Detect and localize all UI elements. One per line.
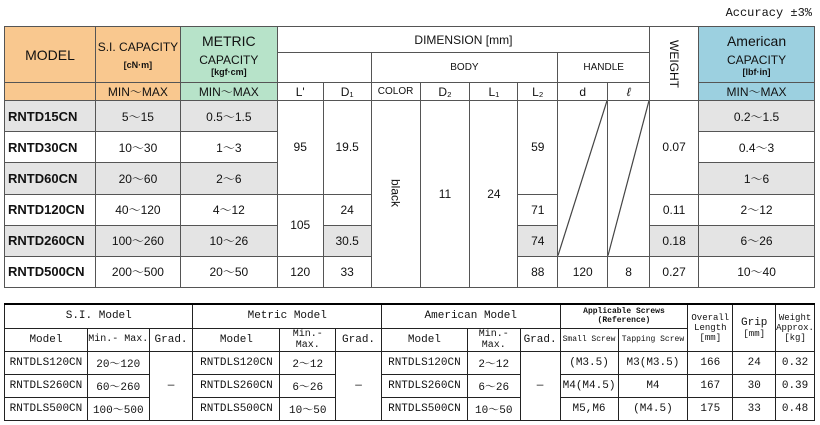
grip-cell: 24 <box>733 351 776 374</box>
header-grip <box>733 304 776 351</box>
header-weight <box>650 27 699 101</box>
color-cell <box>371 101 420 288</box>
si-range-cell: 100～260 <box>95 225 180 256</box>
american-model-cell: RNTDLS500CN <box>381 397 467 420</box>
small-screw-cell: M4(M4.5) <box>560 374 618 397</box>
header-metric-model: Metric Model <box>193 304 381 328</box>
l-prime-cell: 120 <box>277 256 323 287</box>
header-american-grad: Grad. <box>520 328 560 351</box>
overall-length-cell: 167 <box>688 374 733 397</box>
overall-length-cell: 175 <box>688 397 733 420</box>
header-l-prime: L' <box>277 83 323 101</box>
si-model-cell: RNTDLS500CN <box>5 397 88 420</box>
header-metric-title: METRIC <box>201 32 256 49</box>
header-grip-label: Grip <box>741 316 768 329</box>
header-si-unit: [cN·m] <box>123 59 153 70</box>
model-cell: RNTD500CN <box>5 256 96 287</box>
si-grad-cell: — <box>149 351 193 420</box>
american-grad-cell: — <box>520 351 560 420</box>
header-si-grad: Grad. <box>149 328 193 351</box>
header-grip-unit: [mm] <box>743 328 765 339</box>
model-cell: RNTD60CN <box>5 163 96 194</box>
metric-range-cell: 4～12 <box>180 194 277 225</box>
weight-cell: 0.18 <box>650 225 699 256</box>
si-range-cell: 60～260 <box>87 374 149 397</box>
si-range-cell: 20～60 <box>95 163 180 194</box>
d1-cell: 33 <box>323 256 371 287</box>
diagonal-slash-icon <box>608 101 649 256</box>
header-dim-spacer <box>277 53 371 83</box>
header-model: MODEL <box>5 27 96 83</box>
header-d1: D₁ <box>323 83 371 101</box>
weight-cell: 0.07 <box>650 101 699 194</box>
american-range-cell: 6～26 <box>467 374 520 397</box>
l2-cell: 74 <box>518 225 558 256</box>
tapping-screw-cell: (M4.5) <box>618 397 688 420</box>
model-cell: RNTD15CN <box>5 101 96 132</box>
table-row <box>5 374 815 397</box>
header-metric-minmax: MIN～MAX <box>180 83 277 101</box>
header-si-minmax: Min.- Max. <box>87 328 149 351</box>
american-range-cell: 0.2～1.5 <box>699 101 815 132</box>
american-range-cell: 0.4～3 <box>699 132 815 163</box>
header-american-unit: [lbf·in] <box>742 66 771 77</box>
header-metric-model-col: Model <box>193 328 280 351</box>
header-american-minmax: MIN～MAX <box>699 83 815 101</box>
accuracy-note: Accuracy ±3% <box>725 6 812 20</box>
header-overall-line2: Length <box>694 322 727 333</box>
american-model-cell: RNTDLS260CN <box>381 374 467 397</box>
si-range-cell: 20～120 <box>87 351 149 374</box>
diagonal-slash-icon <box>558 101 607 256</box>
handle-ell-cell: 8 <box>608 256 650 287</box>
header-ell: ℓ <box>608 83 650 101</box>
header-si-capacity-title: S.I. CAPACITY <box>97 39 179 54</box>
d2-cell: 11 <box>420 101 470 288</box>
header-color: COLOR <box>371 83 420 101</box>
header-weight-line2: Approx. <box>776 322 814 333</box>
table-row <box>5 351 815 374</box>
header-overall-unit: [mm] <box>699 332 722 343</box>
small-screw-cell: (M3.5) <box>560 351 618 374</box>
l2-cell: 88 <box>518 256 558 287</box>
header-si-model: S.I. Model <box>5 304 193 328</box>
american-range-cell: 10～50 <box>467 397 520 420</box>
model-cell: RNTD120CN <box>5 194 96 225</box>
header-dimension: DIMENSION [mm] <box>277 27 649 53</box>
header-overall-line1: Overall <box>691 312 730 323</box>
metric-range-cell: 2～12 <box>280 351 336 374</box>
header-american-model-col: Model <box>381 328 467 351</box>
header-screws-ref: (Reference) <box>597 316 651 326</box>
header-d: d <box>558 83 608 101</box>
header-si-minmax: MIN～MAX <box>95 83 180 101</box>
weight-cell: 0.32 <box>776 351 815 374</box>
metric-grad-cell: — <box>336 351 382 420</box>
metric-range-cell: 2～6 <box>180 163 277 194</box>
header-american-minmax: Min.- Max. <box>467 328 520 351</box>
header-metric-capacity-label: CAPACITY <box>199 52 259 67</box>
header-metric-grad: Grad. <box>336 328 382 351</box>
header-american-title: American <box>726 32 787 49</box>
si-range-cell: 200～500 <box>95 256 180 287</box>
metric-model-cell: RNTDLS260CN <box>193 374 280 397</box>
overall-length-cell: 166 <box>688 351 733 374</box>
l-prime-cell: 105 <box>277 194 323 256</box>
l1-cell: 24 <box>470 101 518 288</box>
header-screws-title: Applicable Screws <box>583 307 665 317</box>
d1-cell: 30.5 <box>323 225 371 256</box>
tapping-screw-cell: M4 <box>618 374 688 397</box>
si-model-cell: RNTDLS120CN <box>5 351 88 374</box>
header-overall-length <box>688 304 733 351</box>
header-american-model: American Model <box>381 304 560 328</box>
si-range-cell: 100～500 <box>87 397 149 420</box>
metric-range-cell: 6～26 <box>280 374 336 397</box>
header-metric-capacity <box>180 27 277 83</box>
handle-d-na-cell <box>558 101 608 257</box>
model-cell: RNTD260CN <box>5 225 96 256</box>
header-metric-minmax: Min.- Max. <box>280 328 336 351</box>
d1-cell: 19.5 <box>323 101 371 194</box>
si-range-cell: 5～15 <box>95 101 180 132</box>
handle-d-cell: 120 <box>558 256 608 287</box>
header-weight-line1: Weight <box>778 312 812 323</box>
color-value: black <box>388 178 403 207</box>
header-d2: D₂ <box>420 83 470 101</box>
l2-cell: 71 <box>518 194 558 225</box>
header-metric-unit: [kgf·cm] <box>211 66 247 77</box>
header-american-capacity-label: CAPACITY <box>726 52 787 67</box>
weight-cell: 0.11 <box>650 194 699 225</box>
metric-range-cell: 0.5～1.5 <box>180 101 277 132</box>
header-handle: HANDLE <box>558 53 650 83</box>
l-prime-cell: 95 <box>277 101 323 194</box>
handle-ell-na-cell <box>608 101 650 257</box>
american-range-cell: 1～6 <box>699 163 815 194</box>
weight-cell: 0.48 <box>776 397 815 420</box>
metric-range-cell: 20～50 <box>180 256 277 287</box>
header-weight-unit: [kg] <box>784 332 806 343</box>
d1-cell: 24 <box>323 194 371 225</box>
grip-cell: 30 <box>733 374 776 397</box>
grip-cell: 33 <box>733 397 776 420</box>
metric-range-cell: 10～26 <box>180 225 277 256</box>
metric-model-cell: RNTDLS120CN <box>193 351 280 374</box>
american-range-cell: 2～12 <box>699 194 815 225</box>
header-si-model-col: Model <box>5 328 88 351</box>
header-l2: L₂ <box>518 83 558 101</box>
weight-cell: 0.27 <box>650 256 699 287</box>
header-american-capacity <box>699 27 815 83</box>
torque-spec-table <box>4 26 815 288</box>
metric-range-cell: 1～3 <box>180 132 277 163</box>
table-row <box>5 397 815 420</box>
header-body: BODY <box>371 53 558 83</box>
american-model-cell: RNTDLS120CN <box>381 351 467 374</box>
american-range-cell: 6～26 <box>699 225 815 256</box>
si-range-cell: 40～120 <box>95 194 180 225</box>
header-small-screw: Small Screw <box>560 328 618 351</box>
header-si-capacity <box>95 27 180 83</box>
header-model-spacer <box>5 83 96 101</box>
si-range-cell: 10～30 <box>95 132 180 163</box>
american-range-cell: 2～12 <box>467 351 520 374</box>
weight-cell: 0.39 <box>776 374 815 397</box>
l2-cell: 59 <box>518 101 558 194</box>
header-weight-approx <box>776 304 815 351</box>
long-series-table <box>4 303 815 421</box>
american-range-cell: 10～40 <box>699 256 815 287</box>
tapping-screw-cell: M3(M3.5) <box>618 351 688 374</box>
header-tapping-screw: Tapping Screw <box>618 328 688 351</box>
small-screw-cell: M5,M6 <box>560 397 618 420</box>
si-model-cell: RNTDLS260CN <box>5 374 88 397</box>
metric-model-cell: RNTDLS500CN <box>193 397 280 420</box>
model-cell: RNTD30CN <box>5 132 96 163</box>
header-applicable-screws <box>560 304 688 328</box>
table-row <box>5 101 815 132</box>
header-weight-text: WEIGHT <box>667 39 682 88</box>
header-l1: L₁ <box>470 83 518 101</box>
metric-range-cell: 10～50 <box>280 397 336 420</box>
